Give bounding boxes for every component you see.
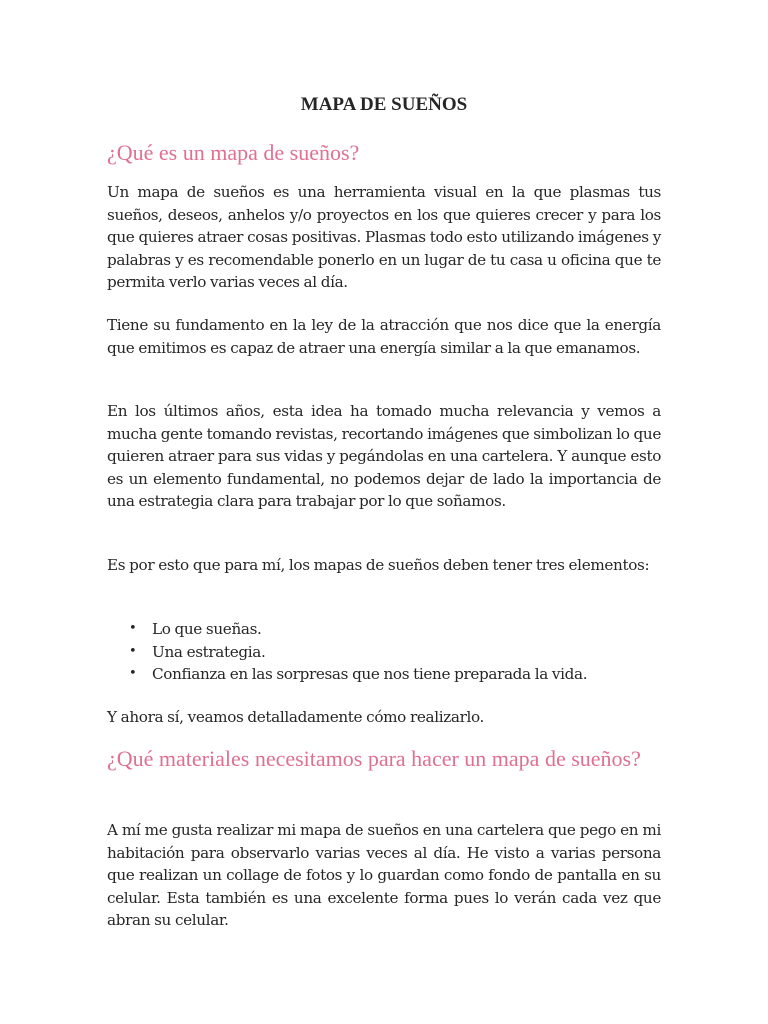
bullet-icon: • <box>129 666 137 682</box>
list-item-text: Lo que sueñas. <box>152 620 262 638</box>
list-item <box>107 618 661 641</box>
bullet-icon: • <box>129 621 137 636</box>
paragraph-definition: Un mapa de sueños es una herramienta visual en la que plasmas tus sueños, deseos, anhelos y/o proyectos en los que quieres crecer y para los que quieres atraer cosas positivas. Plasmas todo esto utilizando imágenes y palabras y es recomendable ponerlo en un lugar de tu casa u oficina que te permita verlo varias veces al día. <box>107 183 661 292</box>
section-heading-materials: ¿Qué materiales necesitamos para hacer un mapa de sueños? <box>107 746 641 771</box>
list-item-text: Una estrategia. <box>152 642 266 661</box>
list-item <box>107 663 661 686</box>
list-item-text: Confianza en las sorpresas que nos tiene preparada la vida. <box>152 665 588 684</box>
paragraph-materials: A mí me gusta realizar mi mapa de sueños en una cartelera que pego en mi habitación para observarlo varias veces al día. He visto a varias persona que realizan un collage de fotos y lo guardan como fondo de pantalla en su celular. Esta también es una excelente forma pues lo verán cada vez que abran su celular. <box>107 821 661 930</box>
paragraph-three-elements: Es por esto que para mí, los mapas de sueños deben tener tres elementos: <box>107 556 650 574</box>
bullet-icon: • <box>129 643 137 659</box>
paragraph-law-of-attraction: Tiene su fundamento en la ley de la atracción que nos dice que la energía que emitimos es capaz de atraer una energía similar a la que emanamos. <box>107 316 661 357</box>
list-item <box>107 641 661 664</box>
paragraph-recent-years: En los últimos años, esta idea ha tomado mucha relevancia y vemos a mucha gente tomando revistas, recortando imágenes que simbolizan lo que quieren atraer para sus vidas y pegándolas en una cartelera. Y aunque esto es un elemento fundamental, no podemos dejar de lado la importancia de una estrategia clara para trabajar por lo que soñamos. <box>107 402 661 511</box>
document-title: MAPA DE SUEÑOS <box>300 94 468 115</box>
elements-list <box>107 618 661 686</box>
paragraph-closing: Y ahora sí, veamos detalladamente cómo realizarlo. <box>107 708 484 726</box>
section-heading-what-is: ¿Qué es un mapa de sueños? <box>107 140 360 165</box>
